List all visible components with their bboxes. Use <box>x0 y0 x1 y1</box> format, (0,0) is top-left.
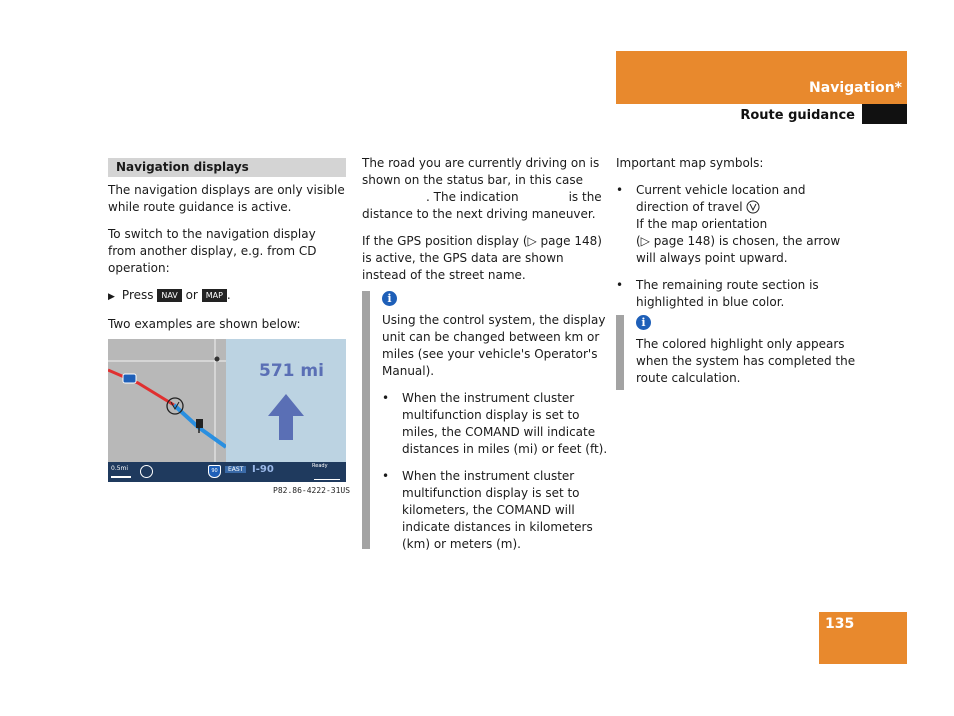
route-traveled-line <box>108 370 174 405</box>
gps-signal-icon <box>314 473 340 480</box>
right-column <box>616 155 854 321</box>
direction-label: EAST <box>225 466 246 473</box>
paragraph: To switch to the navigation display from another display, e.g. from CD operation: <box>108 227 317 275</box>
map-key: MAP <box>202 289 227 302</box>
info-icon: i <box>636 315 651 330</box>
step-arrow-icon: ▶ <box>108 292 115 302</box>
list-item: • The remaining route section is highlighted in blue color. <box>616 277 854 311</box>
subsection-marker <box>862 104 907 124</box>
paragraph: The road you are currently driving on is shown on the status bar, in this case . The indication is the distance to the next driving maneuver. <box>362 156 602 221</box>
info-box <box>616 315 866 390</box>
page-number: 135 <box>825 616 855 632</box>
highway-shield-icon <box>123 374 136 383</box>
gps-panel <box>306 462 346 482</box>
info-icon: i <box>382 291 397 306</box>
compass-icon <box>140 465 153 478</box>
scale-panel <box>108 462 158 482</box>
distance-to-maneuver: 571 mi <box>259 361 324 381</box>
paragraph: If the GPS position display (▷ page 148) is active, the GPS data are shown instead of the street name. <box>362 234 602 282</box>
vehicle-location-icon <box>746 200 760 214</box>
info-box <box>362 291 614 549</box>
paragraph: The navigation displays are only visible while route guidance is active. <box>108 183 345 214</box>
section-heading: Navigation displays <box>108 158 346 177</box>
maneuver-panel <box>226 339 346 462</box>
map-scale-label: 0.5mi <box>111 465 129 472</box>
section-title: Navigation* <box>809 80 902 96</box>
instruction-step: ▶ Press NAV or MAP . <box>108 288 231 302</box>
highway-shield-icon: 90 <box>208 465 221 478</box>
symbol-list <box>616 182 854 311</box>
map-drawing <box>108 339 226 462</box>
map-area <box>108 339 226 462</box>
road-panel <box>158 462 306 482</box>
info-text: The colored highlight only appears when the system has completed the route calculation. <box>636 337 856 385</box>
maneuver-arrow-icon <box>266 394 306 442</box>
status-bar <box>108 462 346 482</box>
list-item: • When the instrument cluster multifunction display is set to kilometers, the COMAND will indicate distances in kilometers (km) or meters (m). <box>382 468 614 553</box>
middle-column <box>362 155 602 294</box>
gps-status-label: Ready <box>312 463 328 469</box>
figure-code: P82.86-4222-31US <box>273 486 351 495</box>
subsection-title: Route guidance <box>740 108 855 123</box>
header-band <box>616 51 907 104</box>
info-text: Using the control system, the display unit can be changed between km or miles (see your vehicle's Operator's Manual). <box>382 313 606 378</box>
map-point-icon <box>215 357 220 362</box>
navigation-display-figure <box>108 339 346 482</box>
scale-bar <box>111 476 131 478</box>
list-item: • When the instrument cluster multifunction display is set to miles, the COMAND will indicate distances in miles (mi) or feet (ft). <box>382 390 614 458</box>
paragraph: Two examples are shown below: <box>108 317 301 331</box>
current-road-label: I-90 <box>252 464 274 475</box>
paragraph: Important map symbols: <box>616 156 764 170</box>
info-bullet-list <box>382 390 614 553</box>
nav-key: NAV <box>157 289 181 302</box>
list-item: • Current vehicle location and direction of travel If the map orientation (▷ page 148) is chosen, the arrow will always point upward. <box>616 182 854 267</box>
